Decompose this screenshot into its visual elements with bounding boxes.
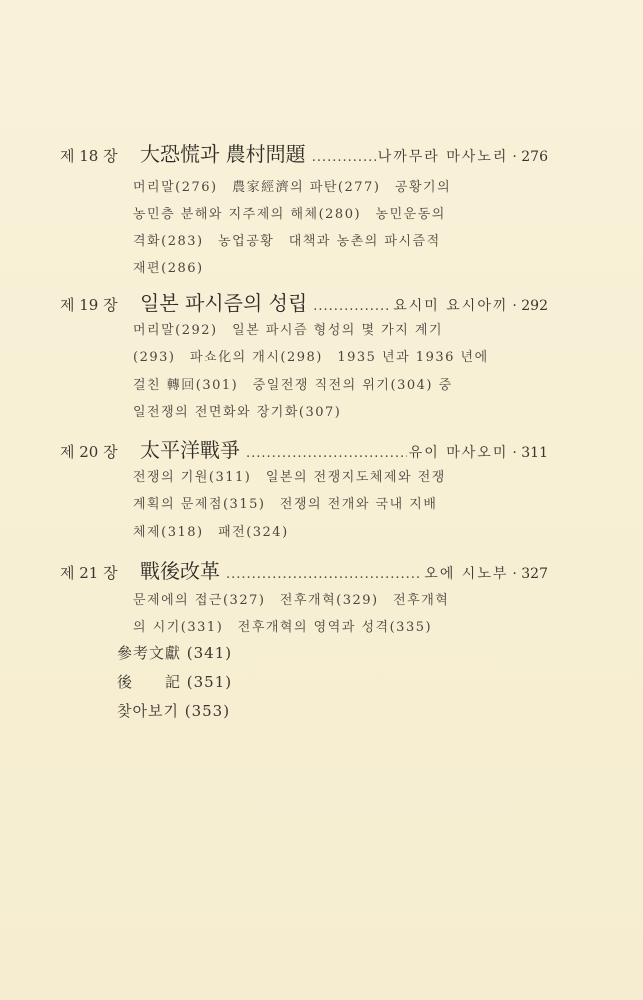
index-entry: 찾아보기 (353) bbox=[117, 702, 231, 720]
chapter-label: 제 18 장 bbox=[60, 147, 118, 165]
leader-dots bbox=[226, 567, 422, 582]
afterword-entry: 後 記 (351) bbox=[117, 673, 233, 691]
chapter-page: · 311 bbox=[512, 445, 548, 461]
leader-dots bbox=[312, 150, 376, 165]
chapter-subsection-line: 재편(286) bbox=[133, 261, 204, 276]
chapter-subsection-line: 걸친 轉回(301) 중일전쟁 직전의 위기(304) 중 bbox=[133, 378, 453, 393]
chapter-author: 유이 마사오미 bbox=[408, 445, 509, 461]
chapter-20-heading bbox=[60, 434, 548, 463]
chapter-subsection-line: (293) 파쇼化의 개시(298) 1935 년과 1936 년에 bbox=[133, 350, 489, 365]
chapter-subsection-line: 전쟁의 기원(311) 일본의 전쟁지도체제와 전쟁 bbox=[133, 470, 446, 485]
chapter-subsection-line: 머리말(292) 일본 파시즘 형성의 몇 가지 계기 bbox=[133, 323, 444, 338]
chapter-subsection-line: 농민층 분해와 지주제의 해체(280) 농민운동의 bbox=[133, 207, 446, 222]
chapter-label: 제 21 장 bbox=[60, 564, 118, 582]
chapter-label: 제 19 장 bbox=[60, 296, 118, 314]
chapter-author: 나까무라 마사노리 bbox=[377, 149, 509, 165]
chapter-title: 戰後改革 bbox=[140, 559, 220, 583]
chapter-author: 오에 시노부 bbox=[424, 566, 509, 582]
chapter-title: 大恐慌과 農村問題 bbox=[140, 142, 306, 166]
chapter-subsection-line: 일전쟁의 전면화와 장기화(307) bbox=[133, 405, 342, 420]
chapter-subsection-line: 문제에의 접근(327) 전후개혁(329) 전후개혁 bbox=[133, 593, 450, 608]
leader-dots bbox=[313, 299, 391, 314]
chapter-subsection-line: 체제(318) 패전(324) bbox=[133, 525, 289, 540]
chapter-title: 太平洋戰爭 bbox=[140, 438, 240, 462]
chapter-page: · 276 bbox=[512, 149, 548, 165]
chapter-title: 일본 파시즘의 성립 bbox=[140, 291, 308, 315]
chapter-subsection-line: 격화(283) 농업공황 대책과 농촌의 파시즘적 bbox=[133, 234, 441, 249]
leader-dots bbox=[246, 446, 407, 461]
chapter-subsection-line: 계획의 문제점(315) 전쟁의 전개와 국내 지배 bbox=[133, 497, 438, 512]
chapter-subsection-line: 머리말(276) 農家經濟의 파탄(277) 공황기의 bbox=[133, 180, 452, 195]
chapter-page: · 327 bbox=[512, 566, 548, 582]
chapter-19-heading bbox=[60, 287, 548, 316]
chapter-18-heading bbox=[60, 138, 548, 167]
chapter-subsection-line: 의 시기(331) 전후개혁의 영역과 성격(335) bbox=[133, 620, 433, 635]
chapter-21-heading bbox=[60, 555, 548, 584]
chapter-label: 제 20 장 bbox=[60, 443, 118, 461]
references-entry: 參考文獻 (341) bbox=[117, 644, 233, 662]
chapter-page: · 292 bbox=[512, 298, 548, 314]
chapter-author: 요시미 요시아끼 bbox=[393, 298, 509, 314]
